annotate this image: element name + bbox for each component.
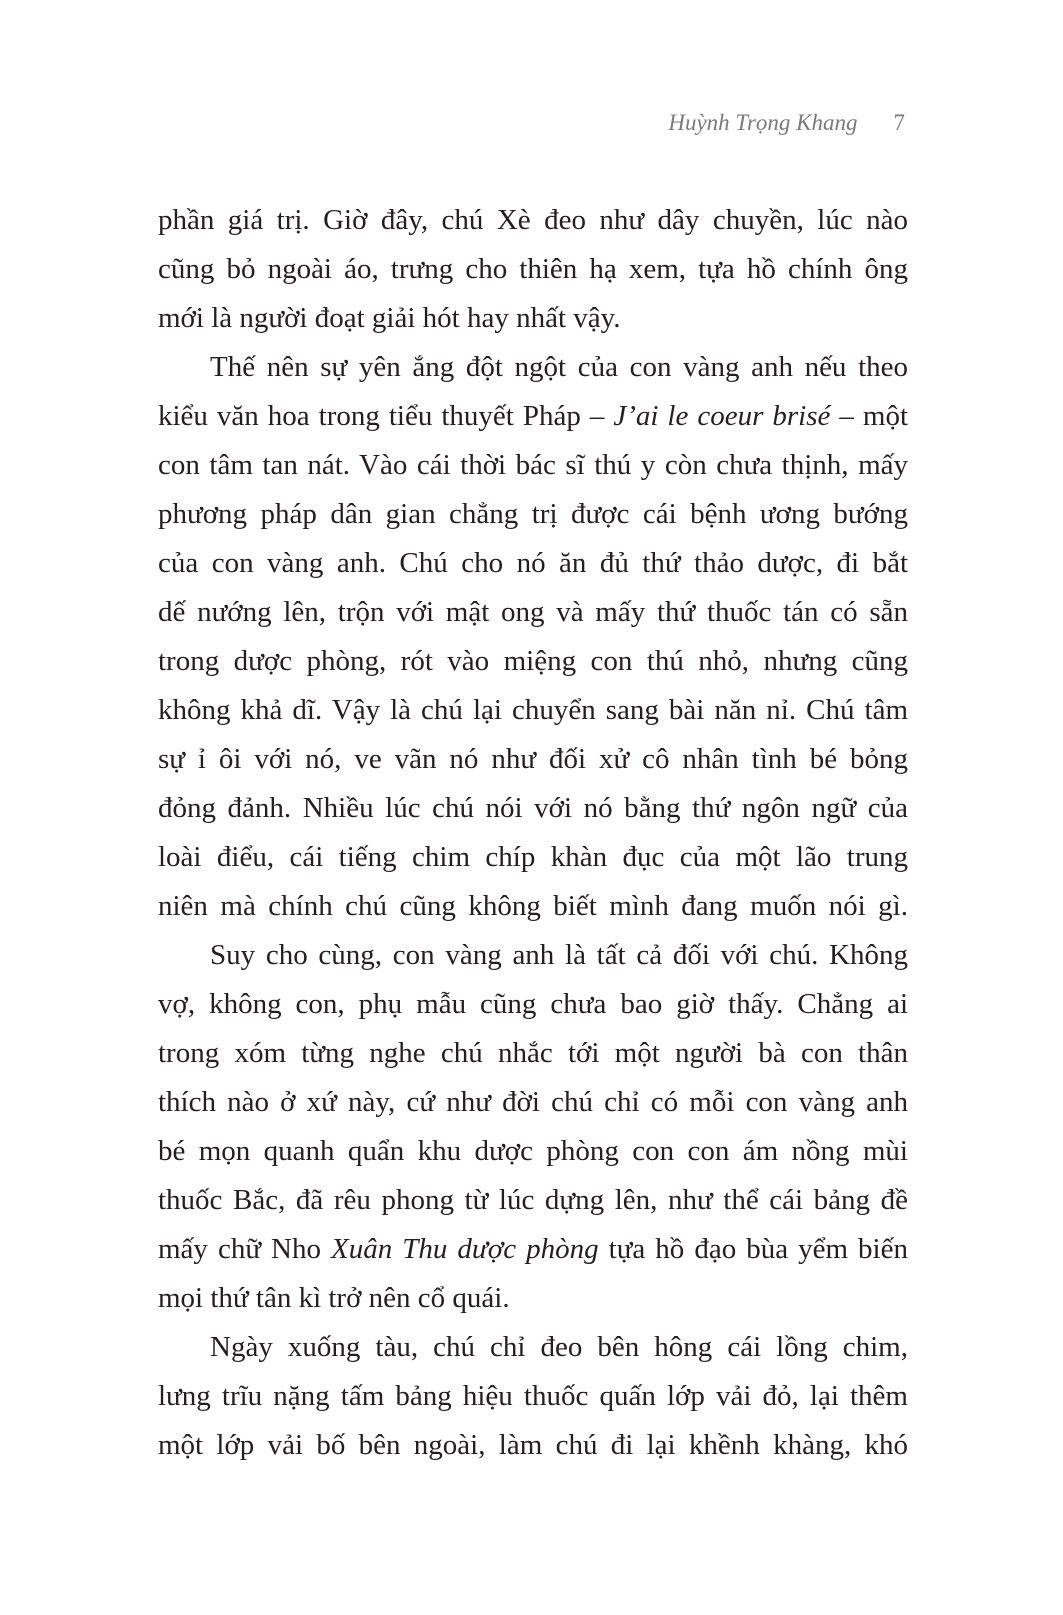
text-line (158, 1372, 908, 1421)
text-run: Suy cho cùng, con vàng anh là tất cả đối với chú. Không (210, 939, 908, 971)
text-run: Ngày xuống tàu, chú chỉ đeo bên hông cái lồng chim, (210, 1331, 908, 1363)
italic-text: J’ai le coeur brisé (613, 400, 831, 432)
text-run: loài điểu, cái tiếng chim chíp khàn đục của một lão trung (158, 841, 908, 873)
paragraph (158, 1323, 908, 1470)
text-run: thuốc Bắc, đã rêu phong từ lúc dựng lên, như thể cái bảng đề (158, 1184, 908, 1216)
text-run: phần giá trị. Giờ đây, chú Xè đeo như dây chuyền, lúc nào (158, 204, 908, 236)
text-run: mới là người đoạt giải hót hay nhất vậy. (158, 302, 621, 334)
text-run: thích nào ở xứ này, cứ như đời chú chỉ có mỗi con vàng anh (158, 1086, 908, 1118)
running-head-author: Huỳnh Trọng Khang (668, 110, 858, 135)
text-run: không khả dĩ. Vậy là chú lại chuyển sang bài năn nỉ. Chú tâm (158, 694, 908, 726)
text-run: một lớp vải bố bên ngoài, làm chú đi lại khềnh khàng, khó (158, 1429, 908, 1461)
text-run: sự ỉ ôi với nó, ve vãn nó như đối xử cô nhân tình bé bỏng (158, 743, 908, 775)
text-run: lưng trĩu nặng tấm bảng hiệu thuốc quấn lớp vải đỏ, lại thêm (158, 1380, 908, 1412)
text-run: đỏng đảnh. Nhiều lúc chú nói với nó bằng thứ ngôn ngữ của (158, 792, 908, 824)
text-line (158, 490, 908, 539)
text-line (158, 539, 908, 588)
running-head (668, 110, 905, 136)
text-run: Thế nên sự yên ắng đột ngột của con vàng anh nếu theo (210, 351, 908, 383)
text-line (158, 1274, 908, 1323)
paragraph (158, 196, 908, 343)
text-run: – một (830, 400, 909, 432)
text-line (158, 588, 908, 637)
text-run: trong dược phòng, rót vào miệng con thú nhỏ, nhưng cũng (158, 645, 908, 677)
text-line (158, 441, 908, 490)
text-run: tựa hồ đạo bùa yểm biến (598, 1233, 908, 1265)
text-line (158, 882, 908, 931)
text-run: con tâm tan nát. Vào cái thời bác sĩ thú y còn chưa thịnh, mấy (158, 449, 908, 481)
text-run: niên mà chính chú cũng không biết mình đang muốn nói gì. (158, 890, 908, 922)
text-run: kiểu văn hoa trong tiểu thuyết Pháp – (158, 400, 614, 432)
paragraph (158, 343, 908, 931)
text-line (158, 1225, 908, 1274)
italic-text: Xuân Thu dược phòng (331, 1233, 599, 1265)
page-number: 7 (893, 110, 905, 135)
text-line (158, 784, 908, 833)
text-run: vợ, không con, phụ mẫu cũng chưa bao giờ thấy. Chẳng ai (158, 988, 908, 1020)
text-line (158, 1421, 908, 1470)
text-run: cũng bỏ ngoài áo, trưng cho thiên hạ xem, tựa hồ chính ông (158, 253, 908, 285)
text-line (158, 931, 908, 980)
body-text (158, 196, 908, 1470)
text-run: bé mọn quanh quẩn khu dược phòng con con ám nồng mùi (158, 1135, 908, 1167)
text-line (158, 1176, 908, 1225)
text-line (158, 1078, 908, 1127)
text-line (158, 833, 908, 882)
text-line (158, 392, 908, 441)
text-line (158, 343, 908, 392)
text-run: trong xóm từng nghe chú nhắc tới một người bà con thân (158, 1037, 908, 1069)
text-line (158, 294, 908, 343)
text-line (158, 1029, 908, 1078)
text-line (158, 980, 908, 1029)
text-run: của con vàng anh. Chú cho nó ăn đủ thứ thảo dược, đi bắt (158, 547, 908, 579)
text-line (158, 637, 908, 686)
paragraph (158, 931, 908, 1323)
text-run: mấy chữ Nho (158, 1233, 332, 1265)
text-line (158, 1127, 908, 1176)
text-run: phương pháp dân gian chẳng trị được cái bệnh ương bướng (158, 498, 908, 530)
text-run: dế nướng lên, trộn với mật ong và mấy thứ thuốc tán có sẵn (158, 596, 908, 628)
text-line (158, 686, 908, 735)
text-line (158, 196, 908, 245)
text-line (158, 735, 908, 784)
text-line (158, 1323, 908, 1372)
text-run: mọi thứ tân kì trở nên cổ quái. (158, 1282, 510, 1314)
text-line (158, 245, 908, 294)
